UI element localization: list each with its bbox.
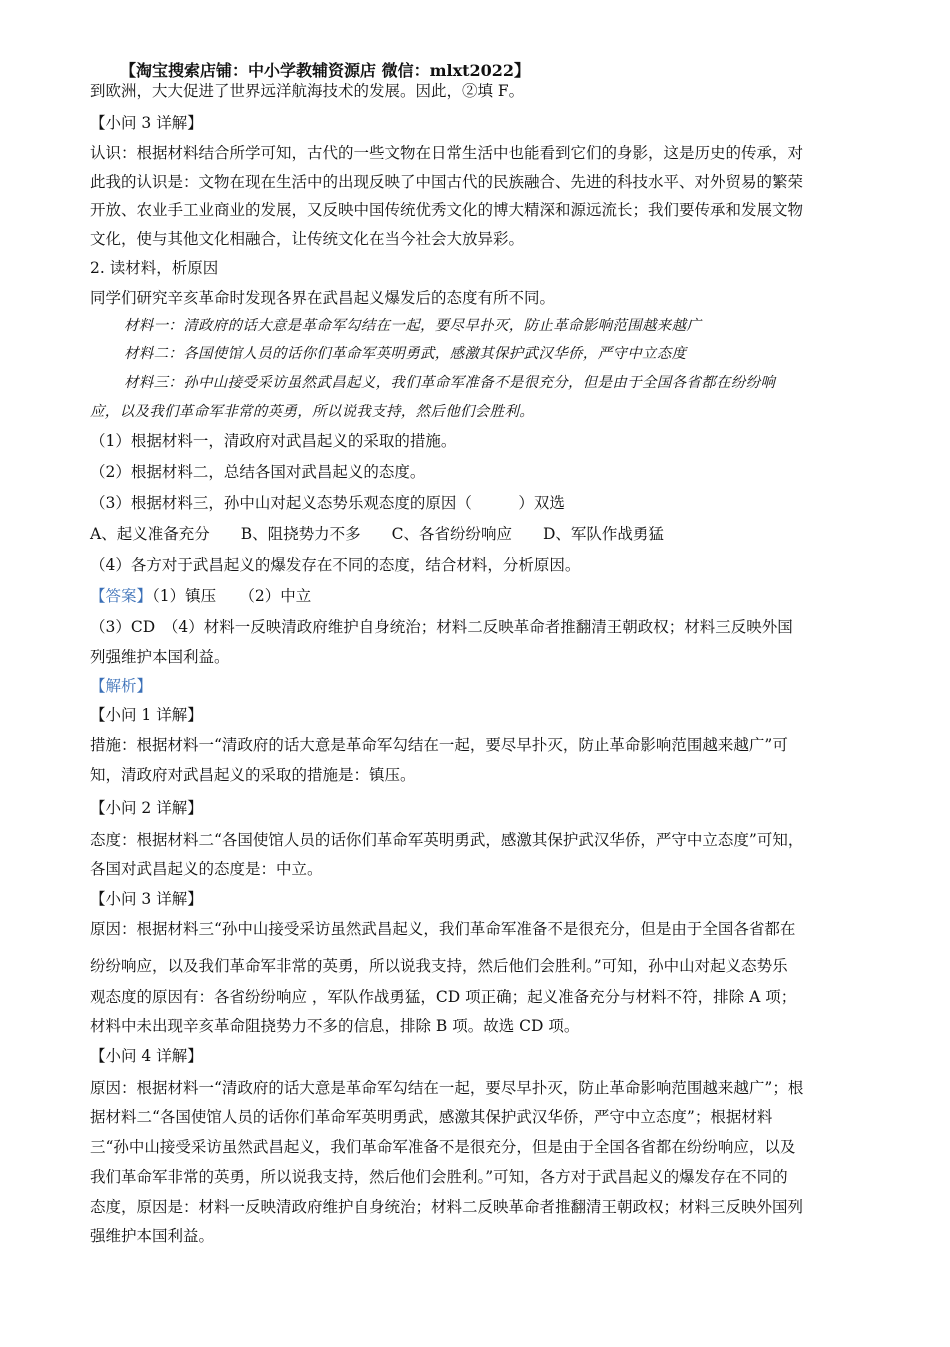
material-two: 材料二：各国使馆人员的话你们革命军英明勇武，感激其保护武汉华侨，严守中立态度 [124,346,687,362]
text-line: 文化，使与其他文化相融合，让传统文化在当今社会大放异彩。 [90,230,525,248]
text-line: 原因：根据材料一“清政府的话大意是革命军勾结在一起，要尽早扑灭，防止革命影响范围越来越广”；根 [90,1079,804,1097]
text-line: 开放、农业手工业商业的发展，又反映中国传统优秀文化的博大精深和源远流长；我们要传承和发展文物 [90,201,804,219]
text-line: 我们革命军非常的英勇，所以说我支持，然后他们会胜利。”可知，各方对于武昌起义的爆发存在不同的 [90,1168,788,1186]
text-line: 原因：根据材料三“孙中山接受采访虽然武昌起义，我们革命军准备不是很充分，但是由于全国各省都在 [90,920,796,938]
answer-line [90,585,311,607]
text-line: 各国对武昌起义的态度是：中立。 [90,860,323,878]
answer-line-2: （3）CD （4）材料一反映清政府维护自身统治；材料二反映革命者推翻清王朝政权；材料三反映外国 [90,618,793,636]
sub-question-1: （1）根据材料一，清政府对武昌起义的采取的措施。 [90,432,457,450]
question-title: 2. 读材料，析原因 [90,259,219,277]
section-heading: 【小问 3 详解】 [90,114,203,132]
text-line: 到欧洲，大大促进了世界远洋航海技术的发展。因此，②填 F。 [90,82,525,100]
text-line: 此我的认识是：文物在现在生活中的出现反映了中国古代的民族融合、先进的科技水平、对外贸易的繁荣 [90,173,804,191]
text-line: 知，清政府对武昌起义的采取的措施是：镇压。 [90,766,416,784]
text-line: 观态度的原因有：各省纷纷响应 ，军队作战勇猛，CD 项正确；起义准备充分与材料不符，排除 A 项； [90,988,797,1006]
material-three-cont: 应，以及我们革命军非常的英勇，所以说我支持，然后他们会胜利。 [90,404,534,420]
text-line: 态度，原因是：材料一反映清政府维护自身统治；材料二反映革命者推翻清王朝政权；材料三反映外国列 [90,1198,804,1216]
text-line: 认识：根据材料结合所学可知，古代的一些文物在日常生活中也能看到它们的身影，这是历史的传承，对 [90,144,804,162]
material-three: 材料三：孙中山接受采访虽然武昌起义，我们革命军准备不是很充分，但是由于全国各省都在纷纷响 [124,375,776,391]
text-line: 材料中未出现辛亥革命阻挠势力不多的信息，排除 B 项。故选 CD 项。 [90,1017,580,1035]
section-heading: 【小问 2 详解】 [90,799,203,817]
answer-tag: 【答案】 [90,587,153,605]
section-heading: 【小问 4 详解】 [90,1047,203,1065]
section-heading: 【小问 1 详解】 [90,706,203,724]
section-heading: 【小问 3 详解】 [90,890,203,908]
text-line: 强维护本国利益。 [90,1227,215,1245]
answer-line-3: 列强维护本国利益。 [90,648,230,666]
sub-question-2: （2）根据材料二，总结各国对武昌起义的态度。 [90,463,426,481]
sub-question-4: （4）各方对于武昌起义的爆发存在不同的态度，结合材料，分析原因。 [90,556,581,574]
material-one: 材料一：清政府的话大意是革命军勾结在一起，要尽早扑灭，防止革命影响范围越来越广 [124,318,702,334]
text-line: 态度：根据材料二“各国使馆人员的话你们革命军英明勇武，感激其保护武汉华侨，严守中立态度”可知， [90,831,804,849]
shop-header: 【淘宝搜索店铺：中小学教辅资源店 微信：mlxt2022】 [120,61,531,80]
sub-question-3: （3）根据材料三，孙中山对起义态势乐观态度的原因（ ）双选 [90,494,565,512]
text-line: 三“孙中山接受采访虽然武昌起义，我们革命军准备不是很充分，但是由于全国各省都在纷纷响应，以及 [90,1138,796,1156]
text-line: 同学们研究辛亥革命时发现各界在武昌起义爆发后的态度有所不同。 [90,289,556,307]
analysis-tag: 【解析】 [90,677,153,695]
answer-options: A、起义准备充分 B、阻挠势力不多 C、各省纷纷响应 D、军队作战勇猛 [90,525,664,543]
answer-text: （1）镇压 （2）中立 [152,587,312,605]
text-line: 纷纷响应，以及我们革命军非常的英勇，所以说我支持，然后他们会胜利。”可知，孙中山对起义态势乐 [90,957,788,975]
text-line: 据材料二“各国使馆人员的话你们革命军英明勇武，感激其保护武汉华侨，严守中立态度”；根据材料 [90,1108,773,1126]
text-line: 措施：根据材料一“清政府的话大意是革命军勾结在一起，要尽早扑灭，防止革命影响范围越来越广”可 [90,736,788,754]
